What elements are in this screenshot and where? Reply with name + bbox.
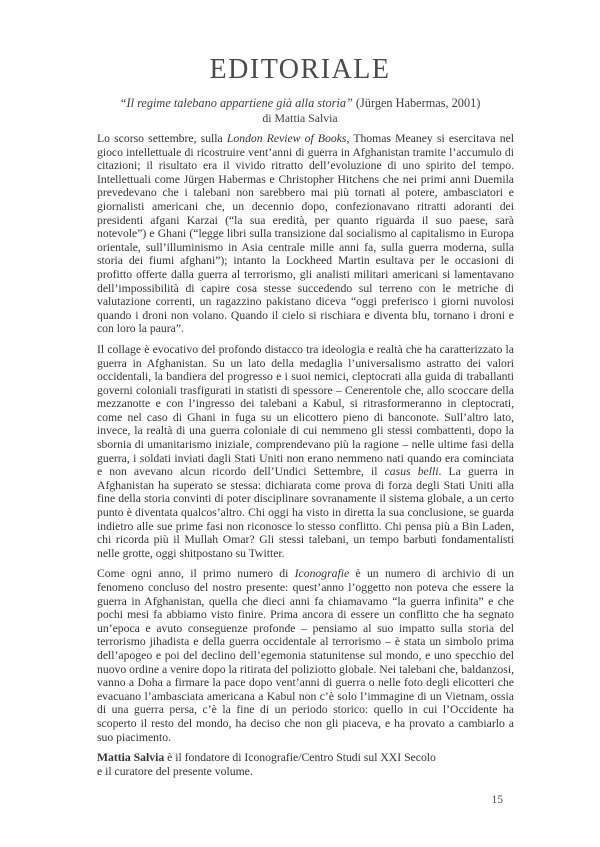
article-body [97, 132, 514, 785]
paragraph-1: Lo scorso settembre, sulla London Review of Books, Thomas Meaney si esercitava nel gioco intellettuale di ricostruire vent’anni di guerra in Afghanistan tramite l’accumulo di citazioni; il risultato era il vivido ritratto dell’evoluzione di uno spirito del tempo. Intellettuali come Jürgen Habermas e Christopher Hitchens che nei primi anni Duemila prevedevano che i talebani non sarebbero mai più tornati al potere, ambasciatori e giornalisti americani che, un decennio dopo, confezionavano ritratti adoranti dei presidenti afgani Karzai (“la sua eredità, per quanto riguarda il suo paese, sarà notevole”) e Ghani (“legge libri sulla transizione dal socialismo al capitalismo in Europa orientale, sull’illuminismo in Asia centrale mille anni fa, sulla guerra moderna, sulla storia dei fiumi afghani”); intanto la Lockheed Martin esultava per le occasioni di profitto offerte dalla guerra al terrorismo, gli analisti militari americani si lamentavano dell’impossibilità di capire cosa stesse succedendo sul terreno con le metriche di valutazione correnti, un ragazzino pakistano diceva “oggi preferisco i giorni nuvolosi quando i droni non volano. Quando il cielo si rischiara e diventa blu, tornano i droni e con loro la paura”. [97, 132, 514, 336]
paragraph-2: Il collage è evocativo del profondo distacco tra ideologia e realtà che ha caratterizzato la guerra in Afghanistan. Su un lato della medaglia l’universalismo astratto dei valori occidentali, la bandiera del progresso e i suoi nemici, cleptocrati alla guida di traballanti governi coloniali trasfigurati in statisti di spessore – Cenerentole che, allo scoccare della mezzanotte e con l’ingresso dei talebani a Kabul, si ritrasformeranno in cleptocrati, come nel caso di Ghani in fuga su un elicottero pieno di banconote. Sull’altro lato, invece, la realtà di una guerra coloniale di cui nemmeno gli stessi combattenti, dopo la sbornia di umanitarismo iniziale, comprendevano più la ragione – nelle ultime fasi della guerra, i soldati inviati dagli Stati Uniti non erano nemmeno nati quando era cominciata e non avevano alcun ricordo dell’Undici Settembre, il casus belli. La guerra in Afghanistan ha superato se stessa: dichiarata come prova di forza degli Stati Uniti alla fine della storia convinti di poter disciplinare sovranamente il sistema globale, a un certo punto è diventata qualcos’altro. Chi oggi ha visto in diretta la sua conclusione, se guarda indietro alle sue prime fasi non riconosce lo stesso conflitto. Chi pensa più a Bin Laden, chi ricorda più il Mullah Omar? Gli stessi talebani, un tempo barbuti fondamentalisti nelle grotte, oggi shitpostano su Twitter. [97, 342, 514, 560]
subtitle [0, 97, 600, 111]
subtitle-quote: “Il regime talebano appartiene già alla storia” [119, 96, 353, 110]
author-bio-note: Mattia Salvia è il fondatore di Iconografie/Centro Studi sul XXI Secolo e il curatore del presente volume. [97, 751, 436, 778]
paragraph-3: Come ogni anno, il primo numero di Iconografie è un numero di archivio di un fenomeno concluso del nostro presente: quest’anno l’oggetto non poteva che essere la guerra in Afghanistan, quella che dieci anni fa chiamavamo “la guerra infinita” e che pochi mesi fa abbiamo visto finire. Prima ancora di essere un conflitto che ha segnato un’epoca e avuto conseguenze profonde – pensiamo al suo impatto sulla storia del terrorismo jihadista e della guerra occidentale al terrorismo – è stata un simbolo prima dell’apogeo e poi del declino dell’egemonia statunitense sul mondo, e uno specchio del nuovo ordine a venire dopo la ritirata del poliziotto globale. Nei talebani che, baldanzosi, vanno a Doha a firmare la pace dopo vent’anni di guerra o nelle foto degli elicotteri che evacuano l’ambasciata americana a Kabul non c’è solo l’immagine di un Vietnam, ossia di una guerra persa, c’è la fine di un periodo storico: quello in cui l’Occidente ha scoperto il resto del mondo, ha deciso che non gli piaceva, e ha provato a cambiarlo a suo piacimento. [97, 567, 514, 744]
page-title: EDITORIALE [209, 54, 391, 85]
subtitle-attribution: (Jürgen Habermas, 2001) [352, 96, 481, 110]
byline: di Mattia Salvia [262, 111, 338, 125]
page-number: 15 [491, 794, 503, 806]
